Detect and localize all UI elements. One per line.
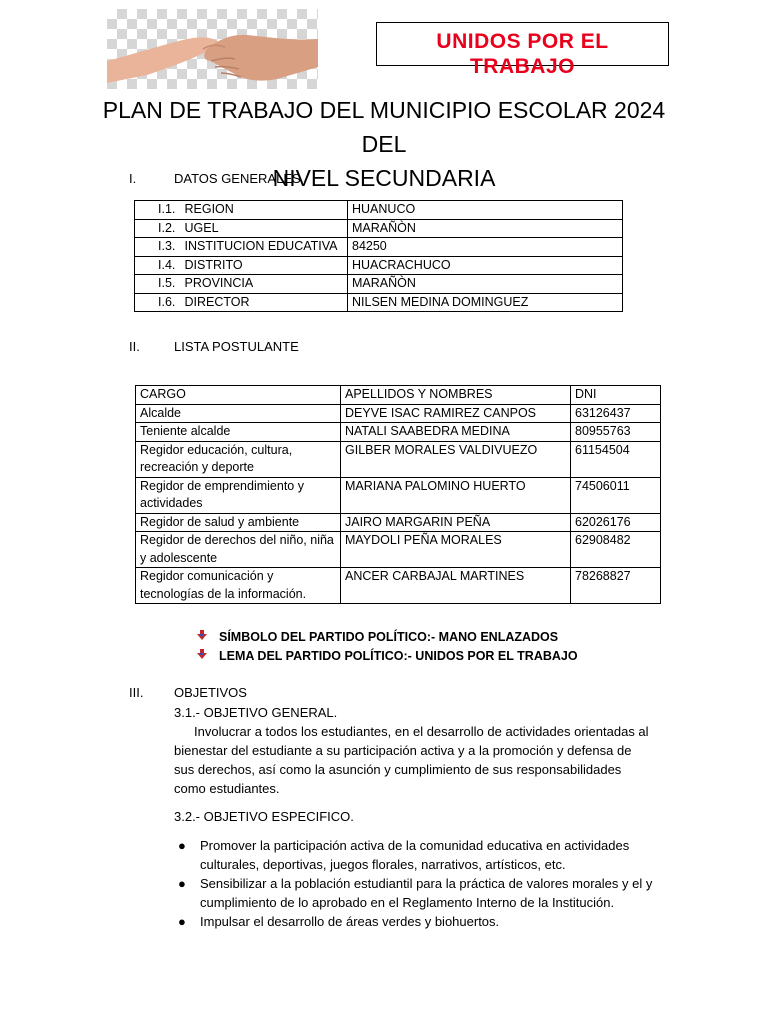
general-data-row	[135, 238, 623, 257]
party-motto-item	[197, 647, 578, 667]
general-data-value-cell: HUANUCO	[348, 201, 623, 220]
general-data-label-cell	[135, 238, 348, 257]
list-item-text: Sensibilizar a la población estudiantil para la práctica de valores morales y el y cumplimiento de lo aprobado en el Reglamento Interno de la Institución.	[200, 876, 653, 910]
general-data-value-cell: HUACRACHUCO	[348, 256, 623, 275]
cargo-cell: Regidor educación, cultura, recreación y deporte	[136, 441, 341, 477]
general-data-value-cell: MARAÑÒN	[348, 275, 623, 294]
general-data-label-cell	[135, 275, 348, 294]
slogan-text: UNIDOS POR EL TRABAJO	[436, 30, 609, 78]
cargo-cell: Alcalde	[136, 404, 341, 423]
dni-cell: 74506011	[571, 477, 661, 513]
general-data-value-cell: MARAÑÒN	[348, 219, 623, 238]
section-1-label: DATOS GENERALES	[174, 171, 301, 186]
arrow-bullet-icon	[197, 629, 219, 648]
row-label: INSTITUCION EDUCATIVA	[184, 239, 338, 253]
candidate-row	[136, 532, 661, 568]
general-data-label-cell	[135, 219, 348, 238]
nombre-cell: GILBER MORALES VALDIVUEZO	[341, 441, 571, 477]
nombre-cell: DEYVE ISAC RAMIREZ CANPOS	[341, 404, 571, 423]
cargo-cell: Teniente alcalde	[136, 423, 341, 442]
candidate-row	[136, 477, 661, 513]
row-label: UGEL	[184, 220, 219, 235]
candidate-row	[136, 404, 661, 423]
general-data-row	[135, 293, 623, 312]
section-1-heading	[129, 170, 429, 188]
candidates-table	[135, 385, 661, 604]
row-number: I.1.	[158, 202, 176, 216]
section-3-label: OBJETIVOS	[174, 685, 247, 700]
row-label: DIRECTOR	[184, 294, 250, 309]
party-symbol-item	[197, 628, 558, 648]
nombre-cell: MARIANA PALOMINO HUERTO	[341, 477, 571, 513]
nombre-cell: JAIRO MARGARIN PEÑA	[341, 513, 571, 532]
arrow-bullet-icon	[197, 648, 219, 667]
general-data-label-cell	[135, 256, 348, 275]
bullet-icon: ●	[178, 876, 186, 891]
general-data-row	[135, 275, 623, 294]
cargo-cell: Regidor de salud y ambiente	[136, 513, 341, 532]
row-label: DISTRITO	[184, 257, 243, 272]
dni-cell: 80955763	[571, 423, 661, 442]
specific-objectives-list	[176, 836, 666, 931]
general-data-value-cell: NILSEN MEDINA DOMINGUEZ	[348, 293, 623, 312]
cargo-cell: Regidor de emprendimiento y actividades	[136, 477, 341, 513]
dni-cell: 62908482	[571, 532, 661, 568]
party-motto-text: LEMA DEL PARTIDO POLÍTICO:- UNIDOS POR EL TRABAJO	[219, 649, 578, 663]
dni-cell: 61154504	[571, 441, 661, 477]
general-data-label-cell	[135, 293, 348, 312]
header-dni: DNI	[571, 386, 661, 405]
bullet-icon: ●	[178, 914, 186, 929]
specific-objective-title: 3.2.- OBJETIVO ESPECIFICO.	[174, 809, 354, 824]
cargo-cell: Regidor de derechos del niño, niña y adolescente	[136, 532, 341, 568]
candidates-header-row	[136, 386, 661, 405]
general-data-table	[134, 200, 623, 312]
row-number: I.5.	[158, 276, 176, 290]
title-line-2: NIVEL SECUNDARIA	[272, 165, 496, 191]
general-data-label-cell	[135, 201, 348, 220]
general-data-row	[135, 219, 623, 238]
section-3-heading	[129, 684, 429, 702]
slogan-box	[376, 22, 669, 78]
cargo-cell: Regidor comunicación y tecnologías de la información.	[136, 568, 341, 604]
section-2-heading	[129, 338, 429, 356]
row-label: PROVINCIA	[184, 276, 254, 290]
candidate-row	[136, 513, 661, 532]
header-nombres: APELLIDOS Y NOMBRES	[341, 386, 571, 405]
title-line-1: PLAN DE TRABAJO DEL MUNICIPIO ESCOLAR 2024 DEL	[102, 97, 666, 157]
general-objective-text: Involucrar a todos los estudiantes, en el desarrollo de actividades orientadas al bienestar del estudiante a su participación activa y a la promoción y defensa de sus derechos, así como la asunción y cumplimiento de sus responsabilidades como estudiantes.	[174, 724, 649, 796]
row-number: I.3.	[158, 239, 176, 253]
list-item	[176, 874, 666, 912]
general-data-value-cell: 84250	[348, 238, 623, 257]
row-number: I.4.	[158, 257, 176, 272]
dni-cell: 78268827	[571, 568, 661, 604]
header-cargo: CARGO	[136, 386, 341, 405]
row-label: REGION	[184, 202, 234, 216]
handshake-logo-image	[107, 9, 318, 89]
general-data-row	[135, 256, 623, 275]
dni-cell: 62026176	[571, 513, 661, 532]
row-number: I.2.	[158, 220, 176, 235]
list-item	[176, 836, 666, 874]
dni-cell: 63126437	[571, 404, 661, 423]
section-2-number: II.	[129, 339, 140, 354]
candidate-row	[136, 423, 661, 442]
party-symbol-text: SÍMBOLO DEL PARTIDO POLÍTICO:- MANO ENLAZADOS	[219, 630, 559, 644]
general-data-row	[135, 201, 623, 220]
list-item-text: Promover la participación activa de la comunidad educativa en actividades culturales, deportivas, juegos florales, narrativos, artísticos, etc.	[200, 838, 630, 872]
nombre-cell: ANCER CARBAJAL MARTINES	[341, 568, 571, 604]
list-item-text: Impulsar el desarrollo de áreas verdes y biohuertos.	[200, 914, 500, 929]
nombre-cell: MAYDOLI PEÑA MORALES	[341, 532, 571, 568]
nombre-cell: NATALI SAABEDRA MEDINA	[341, 423, 571, 442]
list-item	[176, 912, 666, 931]
handshake-icon	[107, 9, 318, 89]
section-3-number: III.	[129, 685, 144, 700]
candidate-row	[136, 441, 661, 477]
general-objective-title: 3.1.- OBJETIVO GENERAL.	[174, 705, 338, 720]
row-number: I.6.	[158, 294, 176, 309]
candidate-row	[136, 568, 661, 604]
bullet-icon: ●	[178, 838, 186, 853]
section-1-number: I.	[129, 171, 137, 186]
section-2-label: LISTA POSTULANTE	[174, 339, 299, 354]
